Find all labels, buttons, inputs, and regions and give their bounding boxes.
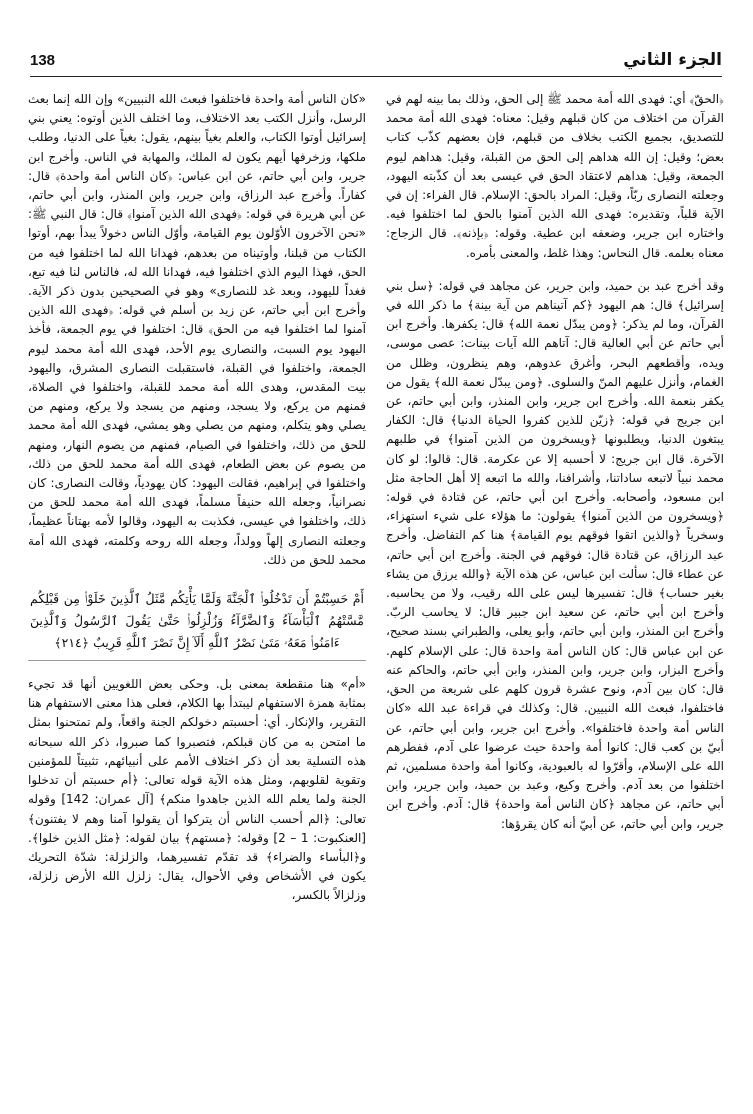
right-paragraph-1: ﴿الحقّ﴾ أي: فهدى الله أمة محمد ﷺ إلى الحق، وذلك بما بينه لهم في القرآن من اختلاف من كان قبلهم وقيل: معناه: فهدى الله أمة محمد للتصديق، بجميع الكتب بخلاف من قبلهم، فإن بعضهم كذّب كتاب بعض؛ وقيل: إن الله هداهم إلى الحق من القبلة، وقيل: هداهم ليوم الجمعة، وقيل: هداهم لاعتقاد الحق في عيسى بعد أن كذّبته اليهود، وجعلته النصارى ربّاً، وقيل: المراد بالحق: الإسلام. قال الفراء: إن في الآية قلباً، وتقديره: فهدى الله الذين آمنوا بالحق لما اختلفوا فيه. واختاره ابن جرير، وضعفه ابن عطية. وقوله: ﴿بإذنه﴾. قال الزجاج: معناه بعلمه. قال النحاس: وهذا غلط، والمعنى بأمره.: [386, 92, 724, 260]
right-paragraph-2: وقد أخرج عبد بن حميد، وابن جرير، عن مجاهد في قوله: ﴿سل بني إسرائيل﴾ قال: هم اليهود ﴿كم آتيناهم من آية بينة﴾ ما ذكر الله في القرآن، وما لم يذكر: ﴿ومن يبدّل نعمة الله﴾ قال: يكفرها. وأخرج ابن أبي حاتم عن أبي العالية قال: آتاهم الله آيات بينات: عصى موسى، ويده، وأقطعهم البحر، وأغرق عدوهم، وهم ينظرون، وظلل من الغمام، وأنزل عليهم المنّ والسلوى. ﴿ومن يبدّل نعمة الله﴾ يقول من يكفر بنعمة الله. وأخرج ابن جرير، وابن المنذر، وابن أبي حاتم، عن ابن جريج في قوله: ﴿زيّن للذين كفروا الحياة الدنيا﴾ قال: الكفار يبتغون الدنيا، ويطلبونها ﴿ويسخرون من الذين آمنوا﴾ في طلبهم الآخرة. قال ابن جريج: لا أحسبه إلا عن عكرمة. قال: قالوا: لو كان محمد نبياً لاتبعه ساداتنا، وأشرافنا، والله ما اتبعه إلا أهل الحاجة مثل ابن مسعود، وأصحابه. وأخرج ابن أبي حاتم، عن قتادة في قوله: ﴿ويسخرون من الذين آمنوا﴾ يقولون: ما هؤلاء على شيء استهزاء، وسخرياً ﴿والذين اتقوا فوقهم يوم القيامة﴾ هنا كم التفاضل. وأخرج عبد الرزاق، عن قتادة قال: فوقهم في الجنة. وأخرج ابن أبي حاتم، عن عطاء قال: سألت ابن عباس، عن هذه الآية ﴿والله يرزق من يشاء بغير حساب﴾ قال: تفسيرها ليس على الله رقيب، ولا من يحاسبه. وأخرج ابن أبي حاتم، عن سعيد ابن جبير قال: لا يحاسب الربّ. وأخرج ابن المنذر، وابن أبي حاتم، وأبو يعلى، والطبراني بسند صحيح، عن ابن عباس قال: كان الناس أمة واحدة قال: على الإسلام كلهم. وأخرج البزار، وابن جرير، وابن المنذر، وابن أبي حاتم، والحاكم عنه قال: كان بين آدم، ونوح عشرة قرون كلهم على شريعة من الحق، فاختلفوا، فبعث الله النبيين. قال: وكذلك في قراءة عبد الله «كان الناس أمة واحدة فاختلفوا». وأخرج ابن جرير، وابن أبي حاتم، عن أبيّ بن كعب قال: كانوا أمة واحدة حيث عرضوا على آدم، ففطرهم الله على الإسلام، وأقرّوا له بالعبودية، وكانوا أمة واحدة مسلمين، ثم اختلفوا من بعد آدم. وأخرج وكيع، وعبد بن حميد، وابن جرير، وابن أبي حاتم، عن مجاهد ﴿كان الناس أمة واحدة﴾ قال: آدم. وأخرج ابن جرير، وابن أبي حاتم، عن أبيّ أنه كان يقرؤها:: [386, 278, 724, 831]
quran-verse: أَمْ حَسِبْتُمْ أَن تَدْخُلُوا۟ ٱلْجَنَّةَ وَلَمَّا يَأْتِكُم مَّثَلُ ٱلَّذِينَ خَلَوْا۟ مِن قَبْلِكُم مَّسَّتْهُمُ ٱلْبَأْسَآءُ وَٱلضَّرَّآءُ وَزُلْزِلُوا۟ حَتَّىٰ يَقُولَ ٱلرَّسُولُ وَٱلَّذِينَ ءَامَنُوا۟ مَعَهُۥ مَتَىٰ نَصْرُ ٱللَّهِ أَلَآ إِنَّ نَصْرَ ٱللَّهِ قَرِيبٌ ﴿٢١٤﴾: [28, 584, 366, 661]
right-column: [386, 90, 724, 1100]
left-paragraph-1: «كان الناس أمة واحدة فاختلفوا فبعث الله النبيين» وإن الله إنما بعث الرسل، وأنزل الكتب بعد الاختلاف، وما اختلف الذين أوتوه: يعني بني إسرائيل أوتوا الكتاب، والعلم بغياً بينهم، يقول: بغياً على الدنيا، وطلب ملكها، وزخرفها أيهم يكون له الملك، والمهابة في الناس. وأخرج ابن جرير، وابن أبي حاتم، عن ابن عباس: ﴿كان الناس أمة واحدة﴾ قال: كفاراً. وأخرج عبد الرزاق، وابن جرير، وابن المنذر، وابن أبي حاتم، عن أبي هريرة في قوله: ﴿فهدى الله الذين آمنوا﴾ قال: قال النبي ﷺ: «نحن الآخرون الأوّلون يوم القيامة، وأوّل الناس دخولاً يبدأ بهم، أوتوا الكتاب من قبلنا، وأوتيناه من بعدهم، فهدانا الله لما اختلفوا فيه من الحق، فهذا اليوم الذي اختلفوا فيه، فهدانا الله له، فالناس لنا فيه تبع، فغداً لليهود، وبعد غد للنصارى» وهو في الصحيحين بدون ذكر الآية. وأخرج ابن أبي حاتم، عن زيد بن أسلم في قوله: ﴿فهدى الله الذين آمنوا لما اختلفوا فيه من الحق﴾ قال: اختلفوا في يوم الجمعة، فأخذ اليهود يوم السبت، والنصارى يوم الأحد، فهدى الله أمة محمد ليوم الجمعة، واختلفوا في القبلة، فاستقبلت النصارى المشرق، واليهود بيت المقدس، وهدى الله أمة محمد للقبلة، واختلفوا في الصلاة، فمنهم من يركع، ولا يسجد، ومنهم من يسجد ولا يركع، ومنهم من يصلي وهو يتكلم، ومنهم من يصلي وهو يمشي، فهدى الله أمة محمد للحق من ذلك، واختلفوا في الصيام، فمنهم من يصوم النهار، ومنهم من يصوم عن بعض الطعام، فهدى الله أمة محمد للحق من ذلك، واختلفوا في إبراهيم، فقالت اليهود: كان يهودياً، وقالت النصارى: كان نصرانياً، وجعله الله حنيفاً مسلماً، فهدى الله أمة محمد للحق من ذلك، واختلفوا في عيسى، فكذبت به اليهود، وقالوا لأمه بهتاناً عظيماً، وجعلته النصارى إلهاً وولداً، وجعله الله روحه وكلمته، فهدى الله أمة محمد للحق من ذلك.: [28, 92, 366, 567]
left-paragraph-2: «أم» هنا منقطعة بمعنى بل. وحكى بعض اللغويين أنها قد تجيء بمثابة همزة الاستفهام ليبتدأ بها الكلام، فعلى هذا معنى الاستفهام هنا التقرير، والإنكار. أي: أحسبتم دخولكم الجنة واقعاً، ولم تمتحنوا بمثل ما امتحن به من كان قبلكم، فتصبروا كما صبروا، ذكر الله سبحانه هذه التسلية بعد أن ذكر اختلاف الأمم على أنبيائهم، تثبيتاً للمؤمنين وتقوية لقلوبهم، ومثل هذه الآية قوله تعالى: ﴿أم حسبتم أن تدخلوا الجنة ولما يعلم الله الذين جاهدوا منكم﴾ [آل عمران: 142] وقوله تعالى: ﴿الم أحسب الناس أن يتركوا أن يقولوا آمنا وهم لا يفتنون﴾ [العنكبوت: 1 – 2] وقوله: ﴿مستهم﴾ بيان لقوله: ﴿مثل الذين خلوا﴾. و﴿البأساء والضراء﴾ قد تقدّم تفسيرهما، والزلزلة: شدّة التحريك يكون في الأشخاص وفي الأحوال، يقال: زلزل الله الأرض زلزلة، وزلزالاً بالكسر،: [28, 677, 366, 903]
page-number: 138: [30, 52, 56, 69]
running-head: الجزء الثاني: [623, 50, 722, 70]
header-divider: [30, 76, 722, 77]
page-header: [30, 48, 722, 78]
left-column: [28, 90, 366, 1100]
